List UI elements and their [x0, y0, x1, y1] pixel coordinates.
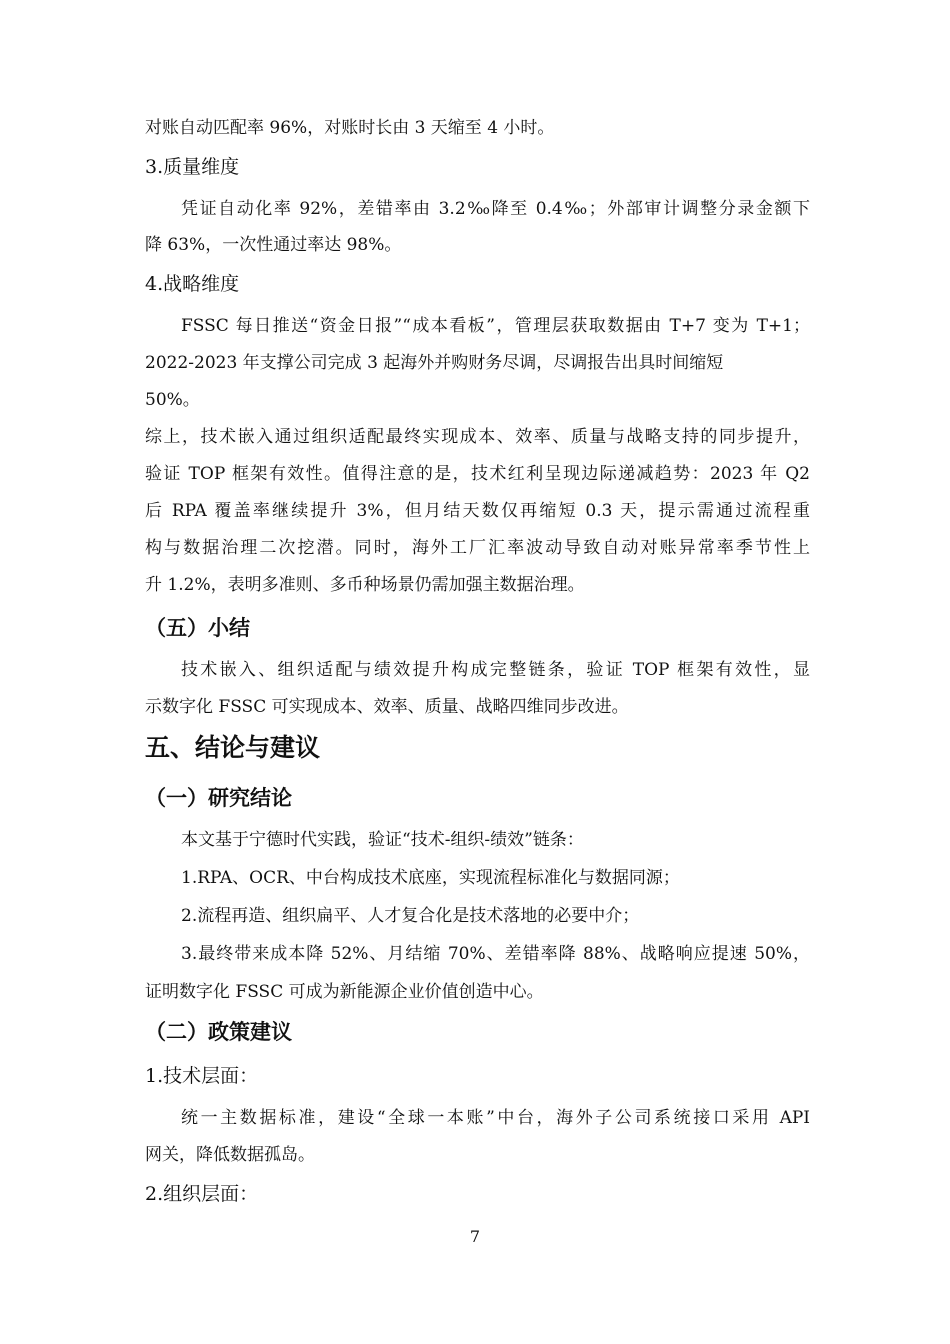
section-heading-organization: 2.组织层面： [145, 1183, 259, 1205]
subsection-heading-summary: （五）小结 [145, 616, 250, 640]
paragraph-line: 凭证自动化率 92%，差错率由 3.2‰降至 0.4‰；外部审计调整分录金额下 [181, 199, 810, 219]
section-heading-strategy: 4.战略维度 [145, 273, 240, 295]
paragraph-line: 升 1.2%，表明多准则、多币种场景仍需加强主数据治理。 [145, 575, 585, 595]
paragraph-line: 网关，降低数据孤岛。 [145, 1145, 315, 1165]
page-number: 7 [469, 1227, 481, 1246]
paragraph-line: 验证 TOP 框架有效性。值得注意的是，技术红利呈现边际递减趋势：2023 年 Q2 [145, 464, 810, 484]
paragraph-line: FSSC 每日推送“资金日报”“成本看板”，管理层获取数据由 T+7 变为 T+1； [181, 316, 810, 336]
section-heading-quality: 3.质量维度 [145, 156, 240, 178]
subsection-heading-recommendations: （二）政策建议 [145, 1020, 292, 1044]
paragraph-line: 统一主数据标准，建设“全球一本账”中台，海外子公司系统接口采用 API [181, 1108, 810, 1128]
paragraph-line: 本文基于宁德时代实践，验证“技术-组织-绩效”链条： [181, 830, 584, 850]
chapter-heading-conclusion: 五、结论与建议 [145, 733, 321, 762]
paragraph-line: 证明数字化 FSSC 可成为新能源企业价值创造中心。 [145, 982, 544, 1002]
paragraph-line: 构与数据治理二次挖潜。同时，海外工厂汇率波动导致自动对账异常率季节性上 [145, 538, 810, 558]
paragraph-line: 后 RPA 覆盖率继续提升 3%，但月结天数仅再缩短 0.3 天，提示需通过流程重 [145, 501, 810, 521]
subsection-heading-findings: （一）研究结论 [145, 786, 292, 810]
list-item: 1.RPA、OCR、中台构成技术底座，实现流程标准化与数据同源； [181, 868, 680, 888]
paragraph-line: 综上，技术嵌入通过组织适配最终实现成本、效率、质量与战略支持的同步提升， [145, 427, 810, 447]
list-item: 2.流程再造、组织扁平、人才复合化是技术落地的必要中介； [181, 906, 640, 926]
paragraph-line: 50%。 [145, 390, 200, 410]
paragraph-line: 降 63%，一次性通过率达 98%。 [145, 235, 402, 255]
section-heading-technology: 1.技术层面： [145, 1065, 259, 1087]
paragraph-line: 对账自动匹配率 96%，对账时长由 3 天缩至 4 小时。 [145, 118, 555, 138]
paragraph-line: 2022-2023 年支撑公司完成 3 起海外并购财务尽调，尽调报告出具时间缩短 [145, 353, 724, 373]
paragraph-line: 示数字化 FSSC 可实现成本、效率、质量、战略四维同步改进。 [145, 697, 629, 717]
paragraph-line: 技术嵌入、组织适配与绩效提升构成完整链条，验证 TOP 框架有效性，显 [181, 660, 810, 680]
list-item: 3.最终带来成本降 52%、月结缩 70%、差错率降 88%、战略响应提速 50%， [181, 944, 810, 964]
